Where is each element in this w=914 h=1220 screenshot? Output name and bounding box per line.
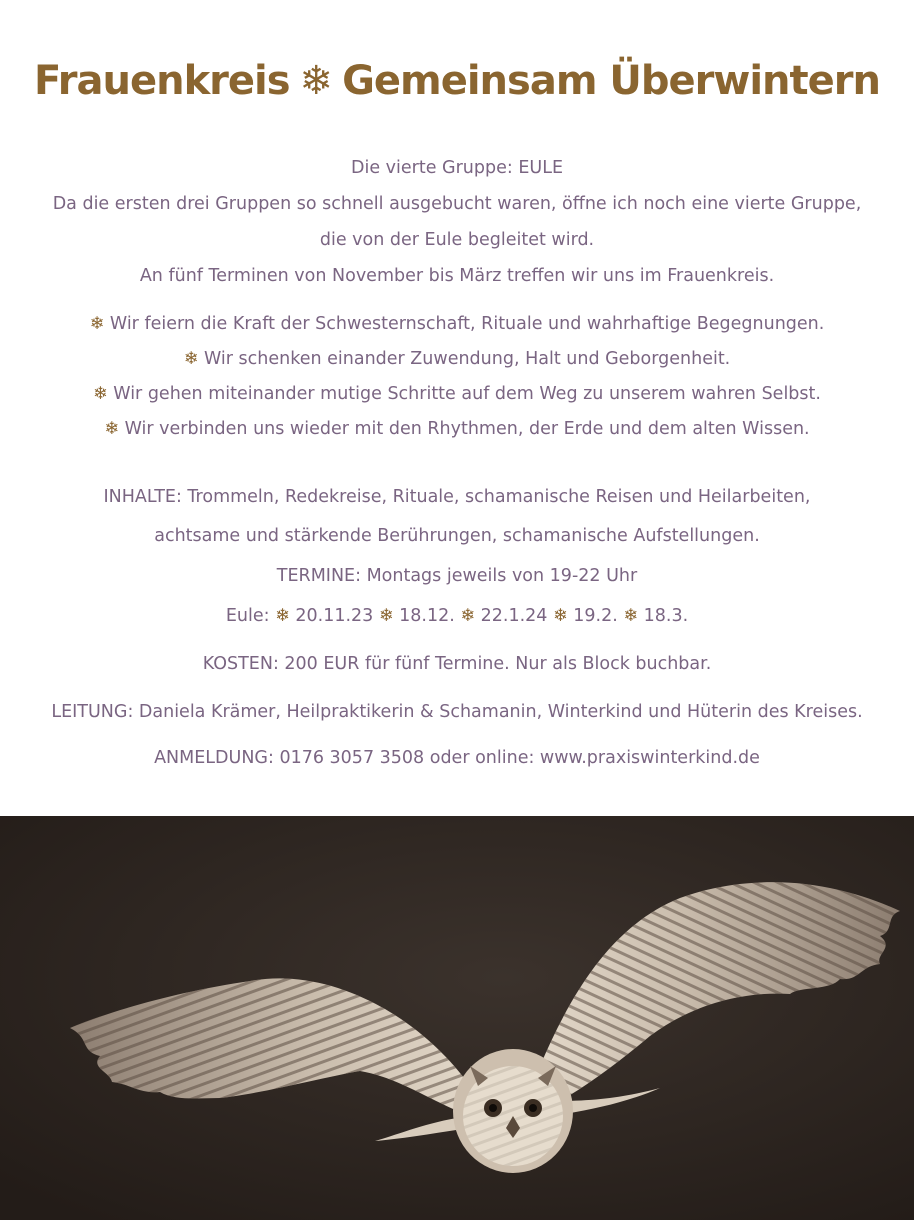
list-item: ❄ Wir gehen miteinander mutige Schritte auf dem Weg zu unserem wahren Selbst. (93, 384, 821, 404)
owl-head (453, 1049, 573, 1173)
title-left: Frauenkreis (34, 58, 290, 104)
snowflake-icon: ❄ (183, 349, 199, 369)
list-item: ❄ Wir schenken einander Zuwendung, Halt und Geborgenheit. (183, 349, 731, 369)
date-item: 18.3. (643, 606, 689, 626)
snowflake-icon: ❄ (378, 606, 394, 626)
owl-photo (0, 816, 914, 1220)
intro-line: Die vierte Gruppe: EULE (351, 158, 563, 178)
snowflake-icon: ❄ (93, 384, 108, 404)
bullet-list (30, 307, 884, 447)
snowflake-icon: ❄ (104, 419, 120, 439)
date-item: 19.2. (573, 606, 618, 626)
date-item: 18.12. (399, 606, 455, 626)
date-item: 20.11.23 (295, 606, 374, 626)
snowflake-icon: ❄ (460, 606, 476, 626)
leitung-text: LEITUNG: Daniela Krämer, Heilpraktikerin & Schamanin, Winterkind und Hüterin des Kreises. (51, 702, 863, 722)
intro-line: die von der Eule begleitet wird. (319, 230, 595, 250)
dates-label: Eule: (225, 606, 270, 626)
snowflake-icon: ❄ (553, 606, 568, 626)
inhalte-line: INHALTE: Trommeln, Redekreise, Rituale, schamanische Reisen und Heilarbeiten, (103, 487, 811, 507)
list-item: ❄ Wir verbinden uns wieder mit den Rhythmen, der Erde und dem alten Wissen. (104, 419, 810, 439)
intro-line: Da die ersten drei Gruppen so schnell ausgebucht waren, öffne ich noch eine vierte Gruppe, (52, 194, 862, 214)
snowflake-icon: ❄ (299, 58, 333, 104)
kosten-text: KOSTEN: 200 EUR für fünf Termine. Nur als Block buchbar. (202, 654, 712, 674)
anmeldung-text: ANMELDUNG: 0176 3057 3508 oder online: www.praxiswinterkind.de (154, 748, 760, 768)
snowflake-icon: ❄ (275, 606, 290, 626)
inhalte-line: achtsame und stärkende Berührungen, schamanische Aufstellungen. (154, 526, 760, 546)
owl-illustration (0, 816, 914, 1220)
termine-text: TERMINE: Montags jeweils von 19-22 Uhr (276, 566, 638, 586)
dates-line (0, 606, 914, 626)
intro-line: An fünf Terminen von November bis März treffen wir uns im Frauenkreis. (139, 266, 775, 286)
page-title (0, 58, 914, 104)
title-right: Gemeinsam Überwintern (342, 58, 880, 104)
date-item: 22.1.24 (480, 606, 548, 626)
inhalte-section (0, 478, 914, 556)
snowflake-icon: ❄ (623, 606, 639, 626)
snowflake-icon: ❄ (89, 314, 105, 334)
list-item: ❄ Wir feiern die Kraft der Schwesternschaft, Rituale und wahrhaftige Begegnungen. (89, 314, 825, 334)
intro-text (30, 150, 884, 294)
